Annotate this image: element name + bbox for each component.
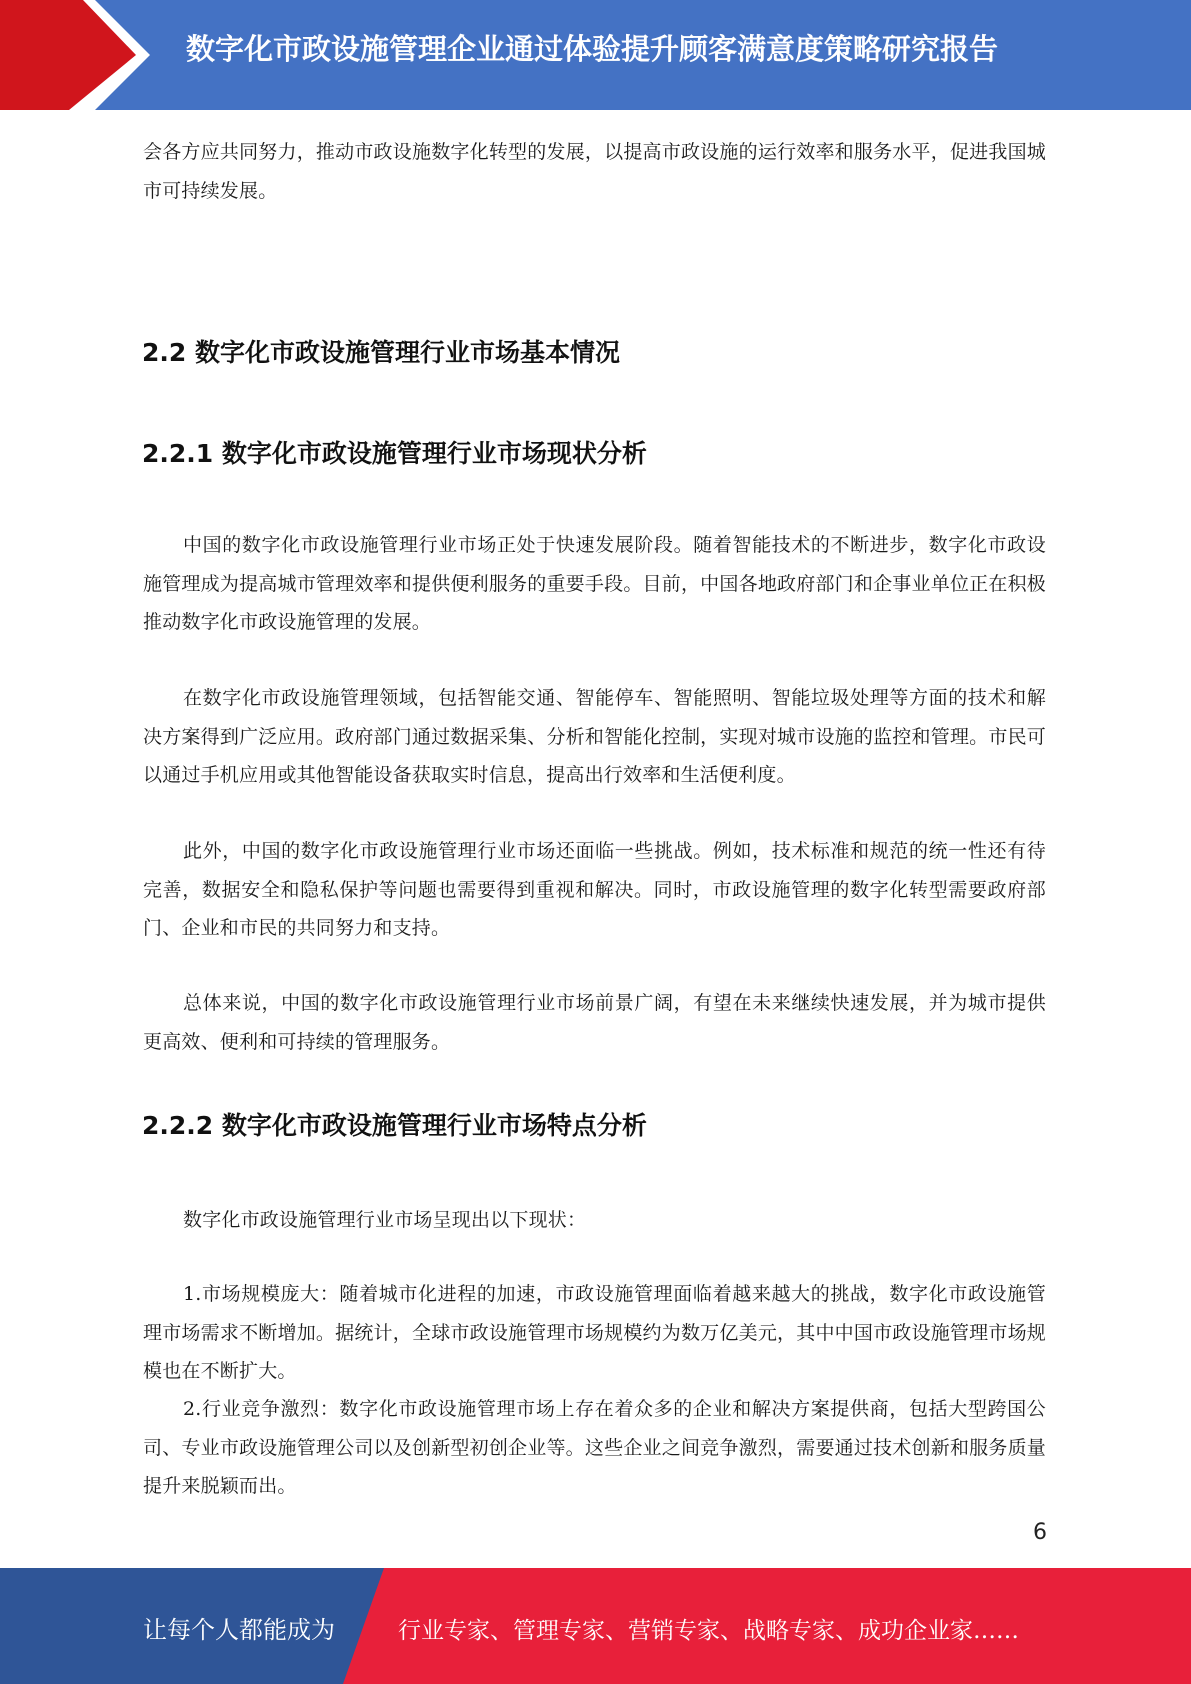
intro-paragraph: 会各方应共同努力，推动市政设施数字化转型的发展，以提高市政设施的运行效率和服务水平，促进我国城市可持续发展。 xyxy=(143,141,1046,202)
page-footer xyxy=(0,1568,1191,1684)
section-2-2-1-paragraph-3: 此外，中国的数字化市政设施管理行业市场还面临一些挑战。例如，技术标准和规范的统一性还有待完善，数据安全和隐私保护等问题也需要得到重视和解决。同时，市政设施管理的数字化转型需要政府部门、企业和市民的共同努力和支持。 xyxy=(143,840,1046,939)
section-2-2-2-heading: 2.2.2 数字化市政设施管理行业市场特点分析 xyxy=(142,1111,647,1140)
section-2-2-2-lead: 数字化市政设施管理行业市场呈现出以下现状： xyxy=(183,1209,587,1231)
section-2-2-1-heading: 2.2.1 数字化市政设施管理行业市场现状分析 xyxy=(142,439,647,468)
section-2-2-heading: 2.2 数字化市政设施管理行业市场基本情况 xyxy=(142,338,620,367)
section-2-2-1-paragraph-2: 在数字化市政设施管理领域，包括智能交通、智能停车、智能照明、智能垃圾处理等方面的技术和解决方案得到广泛应用。政府部门通过数据采集、分析和智能化控制，实现对城市设施的监控和管理。市民可以通过手机应用或其他智能设备获取实时信息，提高出行效率和生活便利度。 xyxy=(143,687,1046,786)
footer-slogan-left: 让每个人都能成为 xyxy=(143,1616,335,1644)
footer-slogan-right: 行业专家、管理专家、营销专家、战略专家、成功企业家…… xyxy=(398,1618,1019,1644)
page-number: 6 xyxy=(1033,1520,1047,1545)
section-2-2-1-paragraph-1: 中国的数字化市政设施管理行业市场正处于快速发展阶段。随着智能技术的不断进步，数字化市政设施管理成为提高城市管理效率和提供便利服务的重要手段。目前，中国各地政府部门和企事业单位正在积极推动数字化市政设施管理的发展。 xyxy=(143,534,1046,633)
page-header xyxy=(0,0,1191,110)
section-2-2-1-paragraph-4: 总体来说，中国的数字化市政设施管理行业市场前景广阔，有望在未来继续快速发展，并为城市提供更高效、便利和可持续的管理服务。 xyxy=(143,992,1046,1053)
list-item: 2.行业竞争激烈：数字化市政设施管理市场上存在着众多的企业和解决方案提供商，包括大型跨国公司、专业市政设施管理公司以及创新型初创企业等。这些企业之间竞争激烈，需要通过技术创新和服务质量提升来脱颖而出。 xyxy=(143,1398,1046,1497)
document-title: 数字化市政设施管理企业通过体验提升顾客满意度策略研究报告 xyxy=(186,32,999,66)
list-item: 1.市场规模庞大：随着城市化进程的加速，市政设施管理面临着越来越大的挑战，数字化市政设施管理市场需求不断增加。据统计，全球市政设施管理市场规模约为数万亿美元，其中中国市政设施管理市场规模也在不断扩大。 xyxy=(143,1283,1046,1382)
